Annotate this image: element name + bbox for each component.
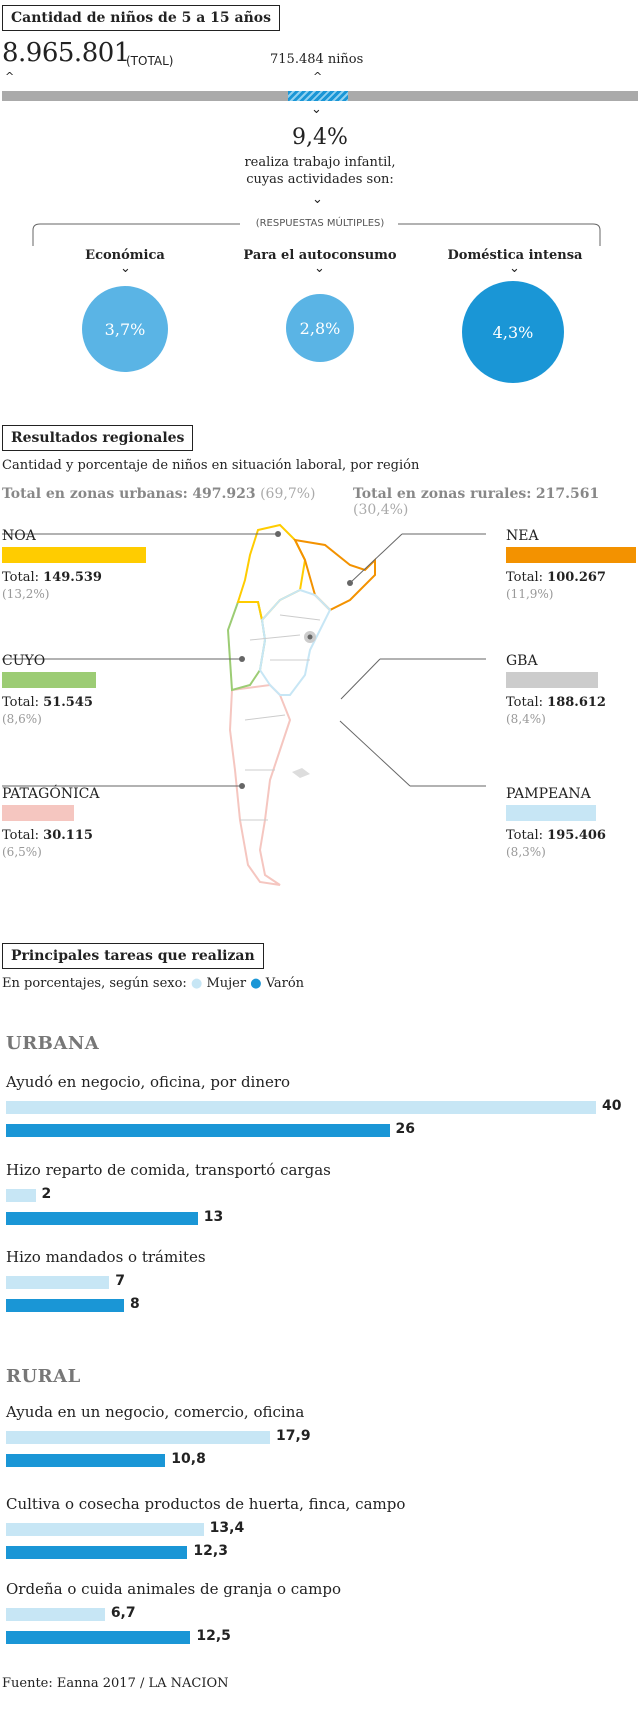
region-total [506, 695, 606, 710]
urban-total-label: Total en zonas urbanas: [2, 486, 188, 502]
chevron-down-icon: ⌄ [311, 102, 322, 117]
bar-value-label: 17,9 [276, 1428, 311, 1444]
bar-value-label: 40 [602, 1098, 622, 1114]
region-total [2, 570, 102, 585]
bar-mujer [6, 1101, 596, 1114]
region-name: NEA [506, 528, 539, 544]
category-label: Ordeña o cuida animales de granja o campo [6, 1580, 341, 1598]
bar-varon [6, 1631, 190, 1644]
region-total-label: Total: [2, 570, 40, 585]
rural-total-value: 217.561 [535, 486, 600, 502]
bar-varon [6, 1299, 124, 1312]
bar-value-label: 2 [41, 1186, 52, 1202]
chart-title: URBANA [6, 1033, 100, 1054]
bar-value-label: 13,4 [209, 1520, 245, 1536]
rural-total-label: Total en zonas rurales: [353, 486, 532, 502]
section-title-tasks: Principales tareas que realizan [2, 943, 264, 969]
activity-value-2: 4,3% [492, 322, 534, 342]
urban-total-pct: (69,7%) [260, 486, 316, 502]
region-total [506, 570, 606, 585]
chevron-down-icon: ⌄ [312, 192, 323, 207]
category-label: Ayudó en negocio, oficina, por dinero [6, 1073, 291, 1091]
activity-label-2: Doméstica intensa [447, 248, 583, 263]
bar-value-label: 12,3 [193, 1543, 228, 1559]
region-pct: (6,5%) [2, 845, 42, 859]
bar-value-label: 8 [130, 1296, 140, 1312]
region-bar [2, 672, 96, 688]
caret-up-icon: ^ [313, 70, 323, 83]
bar-value-label: 7 [115, 1273, 125, 1289]
region-bar [506, 547, 636, 563]
section-title-children: Cantidad de niños de 5 a 15 años [2, 5, 280, 31]
region-total-value: 188.612 [547, 695, 606, 710]
region-pct: (8,4%) [506, 712, 546, 726]
category-label: Hizo mandados o trámites [6, 1248, 206, 1266]
region-bar [2, 805, 74, 821]
multiple-note: (RESPUESTAS MÚLTIPLES) [255, 218, 385, 229]
activity-circle-0 [82, 286, 168, 372]
regional-subtitle: Cantidad y porcentaje de niños en situación laboral, por región [2, 458, 420, 473]
region-bar [506, 672, 598, 688]
chart-title: RURAL [6, 1366, 81, 1387]
region-pct: (13,2%) [2, 587, 50, 601]
legend-mujer-dot: ● [190, 976, 203, 991]
working-bar-segment [288, 91, 348, 101]
bar-value-label: 6,7 [110, 1605, 136, 1621]
region-pct: (8,6%) [2, 712, 42, 726]
region-name: GBA [506, 653, 538, 669]
urban-total-value: 497.923 [192, 486, 256, 502]
region-total-value: 149.539 [43, 570, 102, 585]
region-total-value: 100.267 [547, 570, 606, 585]
bar-varon [6, 1212, 198, 1225]
pct-value: 9,4% [292, 125, 348, 150]
activity-circle-2 [462, 281, 564, 383]
activity-label-1: Para el autoconsumo [243, 248, 397, 263]
working-count: 715.484 niños [270, 52, 364, 67]
region-total [2, 695, 93, 710]
total-label: (TOTAL) [126, 54, 174, 68]
legend-mujer-label: Mujer [206, 976, 247, 991]
activity-circle-1 [286, 294, 354, 362]
region-total-label: Total: [2, 695, 40, 710]
tasks-subtitle-line [2, 976, 304, 991]
region-total-value: 51.545 [43, 695, 93, 710]
category-label: Hizo reparto de comida, transportó cargas [6, 1161, 331, 1179]
region-name: PATAGÓNICA [2, 786, 100, 802]
region-pct: (8,3%) [506, 845, 546, 859]
activity-label-0: Económica [85, 248, 165, 263]
bar-mujer [6, 1189, 36, 1202]
chevron-down-icon: ⌄ [120, 261, 131, 276]
region-total-label: Total: [506, 828, 544, 843]
category-label: Ayuda en un negocio, comercio, oficina [6, 1403, 305, 1421]
region-total [506, 828, 606, 843]
bar-varon [6, 1124, 390, 1137]
bar-varon [6, 1454, 165, 1467]
region-pct: (11,9%) [506, 587, 554, 601]
pct-line1: realiza trabajo infantil, [244, 155, 396, 170]
bar-value-label: 13 [203, 1209, 224, 1225]
region-total-value: 30.115 [43, 828, 93, 843]
region-total [2, 828, 93, 843]
region-bar [506, 805, 596, 821]
chevron-down-icon: ⌄ [314, 261, 325, 276]
tasks-subtitle: En porcentajes, según sexo: [2, 976, 187, 991]
region-name: CUYO [2, 653, 46, 669]
bar-mujer [6, 1276, 109, 1289]
activity-value-0: 3,7% [104, 319, 146, 339]
category-label: Cultiva o cosecha productos de huerta, finca, campo [6, 1495, 406, 1513]
region-name: PAMPEANA [506, 786, 591, 802]
caret-up-icon: ^ [5, 70, 15, 83]
region-leader-lines [0, 470, 640, 790]
source-note: Fuente: Eanna 2017 / LA NACION [2, 1676, 229, 1691]
bar-mujer [6, 1523, 204, 1536]
bar-value-label: 12,5 [196, 1628, 231, 1644]
rural-total-pct: (30,4%) [353, 502, 409, 518]
region-total-value: 195.406 [547, 828, 606, 843]
total-bar [2, 91, 638, 101]
section-title-regional: Resultados regionales [2, 425, 193, 451]
activity-value-1: 2,8% [299, 318, 341, 338]
chevron-down-icon: ⌄ [509, 261, 520, 276]
bar-varon [6, 1546, 187, 1559]
bar-value-label: 26 [395, 1121, 415, 1137]
region-total-label: Total: [2, 828, 40, 843]
region-total-label: Total: [506, 570, 544, 585]
bar-value-label: 10,8 [171, 1451, 206, 1467]
region-name: NOA [2, 528, 36, 544]
legend-varon-dot: ● [250, 976, 262, 991]
region-bar [2, 547, 146, 563]
legend-varon-label: Varón [265, 976, 305, 991]
total-value: 8.965.801 [2, 38, 130, 68]
region-total-label: Total: [506, 695, 544, 710]
bar-mujer [6, 1608, 105, 1621]
pct-line2: cuyas actividades son: [246, 172, 394, 187]
bar-mujer [6, 1431, 270, 1444]
